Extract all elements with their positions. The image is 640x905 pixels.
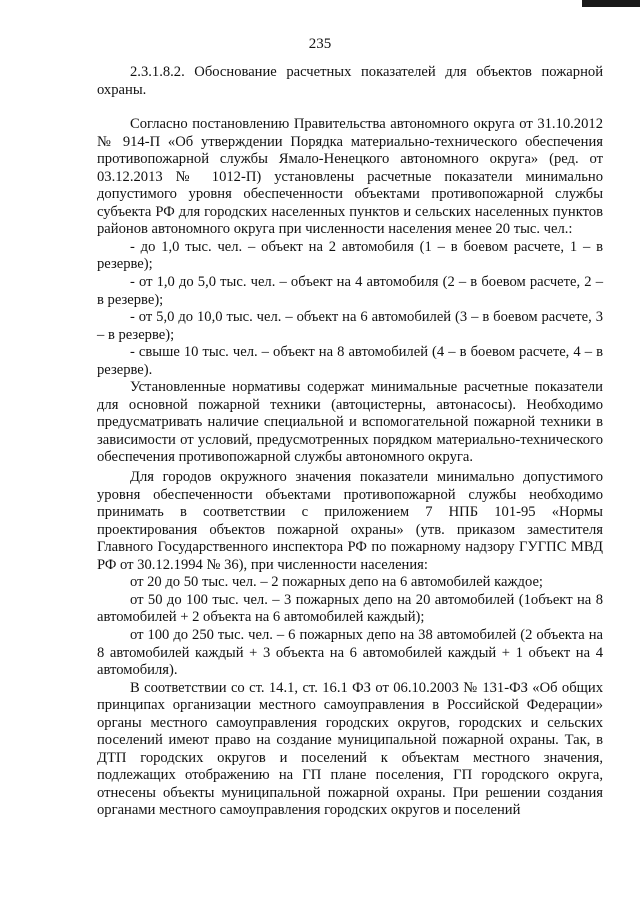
paragraph-district-cities: Для городов окружного значения показатели минимально допустимого уровня обеспеченности объектами противопожарной службы необходимо принимать в соответствии с приложением 7 НПБ 101-95 «Нормы проектирования объектов пожарной охраны» (утв. приказом заместителя Главного Государственного инспектора РФ по пожарному надзору ГУГПС МВД РФ от 30.12.1994 № 36), при численности населения: (97, 469, 603, 573)
scan-edge-mark (582, 0, 640, 7)
paragraph-federal-law: В соответствии со ст. 14.1, ст. 16.1 ФЗ от 06.10.2003 № 131-ФЗ «Об общих принципах организации местного самоуправления в Российской Федерации» органы местного самоуправления городских округов, городских и сельских поселений имеют право на создание муниципальной пожарной охраны. Так, в ДТП городских округов и поселений к объектам местного значения, подлежащих отображению на ГП плане поселения, ГП городского округа, отнесены объекты муниципальной пожарной охраны. При решении создания органами местного самоуправления городских округов и поселений (97, 679, 603, 819)
list-item-5k-10k: - от 5,0 до 10,0 тыс. чел. – объект на 6 автомобилей (3 – в боевом расчете, 3 – в резерве); (97, 309, 603, 343)
paragraph-norms: Установленные нормативы содержат минимальные расчетные показатели для основной пожарной техники (автоцистерны, автонасосы). Необходимо предусматривать наличие специальной и вспомогательной пожарной техники в зависимости от условий, предусмотренных порядком материально-технического обеспечения противопожарной службы автономного округа. (97, 379, 603, 466)
list-item-100k-250k: от 100 до 250 тыс. чел. – 6 пожарных депо на 38 автомобилей (2 объекта на 8 автомобилей каждый + 3 объекта на 6 автомобилей каждый + 1 объект на 4 автомобиля). (97, 626, 603, 679)
paragraph-regulation-intro: Согласно постановлению Правительства автономного округа от 31.10.2012 № 914-П «Об утверждении Порядка материально-технического обеспечения противопожарной службы Ямало-Ненецкого автономного округа» (ред. от 03.12.2013 № 1012-П) установлены расчетные показатели минимально допустимого уровня обеспеченности объектами противопожарной службы субъекта РФ для городских населенных пунктов и сельских населенных пунктов районов автономного округа при численности населения менее 20 тыс. чел.: (97, 116, 603, 238)
list-item-50k-100k: от 50 до 100 тыс. чел. – 3 пожарных депо на 20 автомобилей (1объект на 8 автомобилей + 2 объекта на 6 автомобилей каждый); (97, 591, 603, 626)
page-number: 235 (308, 36, 332, 52)
list-item-1k-5k: - от 1,0 до 5,0 тыс. чел. – объект на 4 автомобиля (2 – в боевом расчете, 2 – в резерве); (97, 274, 603, 308)
list-item-over-10k: - свыше 10 тыс. чел. – объект на 8 автомобилей (4 – в боевом расчете, 4 – в резерве). (97, 344, 603, 378)
document-body (97, 64, 603, 820)
list-item-up-to-1k: - до 1,0 тыс. чел. – объект на 2 автомобиля (1 – в боевом расчете, 1 – в резерве); (97, 238, 603, 273)
list-item-20k-50k: от 20 до 50 тыс. чел. – 2 пожарных депо на 6 автомобилей каждое; (130, 574, 543, 591)
section-title: 2.3.1.8.2. Обоснование расчетных показателей для объектов пожарной охраны. (97, 64, 603, 98)
